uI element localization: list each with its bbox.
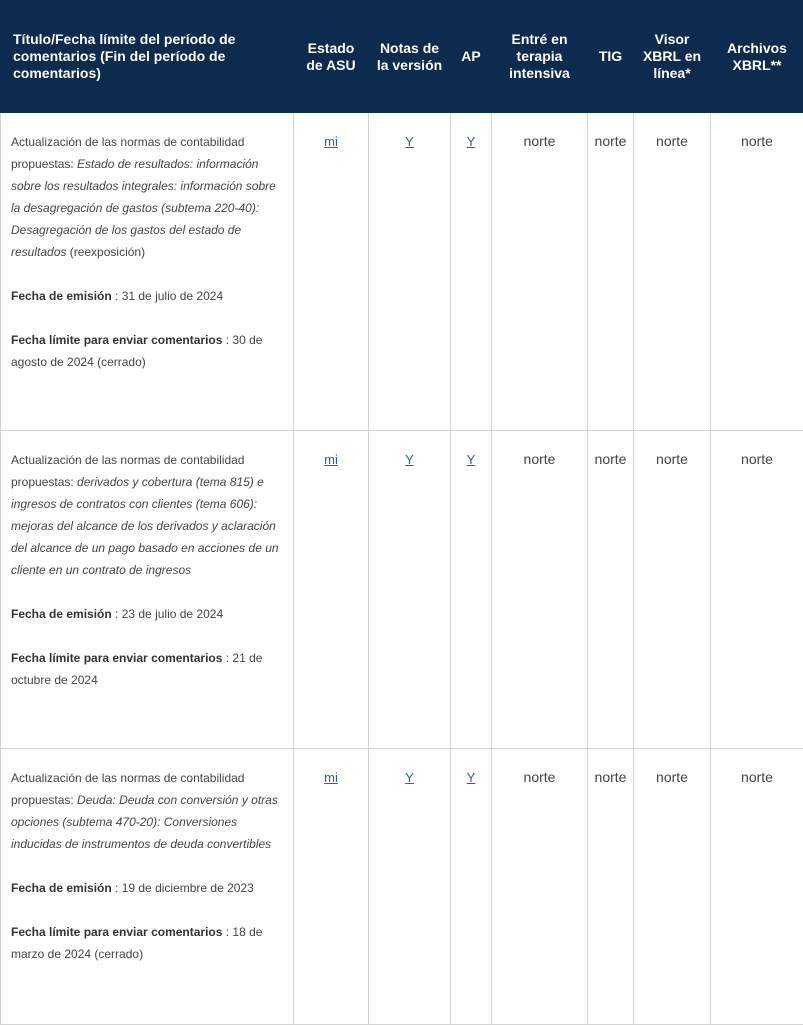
tig-cell: norte xyxy=(588,113,634,431)
header-title-deadline: Título/Fecha límite del período de comentarios (Fin del período de comentarios) xyxy=(1,1,294,113)
asu-status-cell xyxy=(294,431,369,749)
release-notes-cell xyxy=(369,113,451,431)
table-row xyxy=(1,431,803,749)
ap-cell xyxy=(451,431,492,749)
proposal-title: Actualización de las normas de contabilidad propuestas: derivados y cobertura (tema 815) e ingresos de contratos con clientes (tema 606): mejoras del alcance de los derivados y aclaración del alcance de un pago basado en acciones de un cliente en un contrato de ingresos xyxy=(11,449,285,581)
proposal-title: Actualización de las normas de contabilidad propuestas: Estado de resultados: información sobre los resultados integrales: información sobre la desagregación de gastos (subtema 220-40): Desagregación de los gastos del estado de resultados (reexposición) xyxy=(11,131,285,263)
header-release-notes: Notas de la versión xyxy=(369,1,451,113)
release-notes-link[interactable]: Y xyxy=(405,452,414,467)
release-notes-cell xyxy=(369,431,451,749)
issue-date: Fecha de emisión : 19 de diciembre de 2023 xyxy=(11,877,285,899)
header-xbrl-files: Archivos XBRL** xyxy=(711,1,803,113)
tig-cell: norte xyxy=(588,749,634,1025)
header-ap: AP xyxy=(451,1,492,113)
proposal-title-italic: Deuda: Deuda con conversión y otras opciones (subtema 470-20): Conversiones inducidas de instrumentos de deuda convertibles xyxy=(11,793,278,851)
comment-deadline: Fecha límite para enviar comentarios : 30 de agosto de 2024 (cerrado) xyxy=(11,329,285,373)
xbrl-viewer-cell: norte xyxy=(634,431,711,749)
xbrl-files-cell: norte xyxy=(711,113,803,431)
table-row xyxy=(1,113,803,431)
header-tig: TIG xyxy=(588,1,634,113)
header-xbrl-viewer: Visor XBRL en línea* xyxy=(634,1,711,113)
intensive-cell: norte xyxy=(492,749,588,1025)
issue-date: Fecha de emisión : 23 de julio de 2024 xyxy=(11,603,285,625)
intensive-cell: norte xyxy=(492,113,588,431)
xbrl-viewer-cell: norte xyxy=(634,749,711,1025)
table-row xyxy=(1,749,803,1025)
comment-deadline: Fecha límite para enviar comentarios : 18 de marzo de 2024 (cerrado) xyxy=(11,921,285,965)
xbrl-files-cell: norte xyxy=(711,749,803,1025)
proposal-title-italic: derivados y cobertura (tema 815) e ingresos de contratos con clientes (tema 606): mejoras del alcance de los derivados y aclaración del alcance de un pago basado en acciones de un cliente en un contrato de ingresos xyxy=(11,475,279,577)
release-notes-link[interactable]: Y xyxy=(405,770,414,785)
xbrl-files-cell: norte xyxy=(711,431,803,749)
table-header-row xyxy=(1,1,803,113)
description-cell xyxy=(1,113,294,431)
issue-date: Fecha de emisión : 31 de julio de 2024 xyxy=(11,285,285,307)
intensive-cell: norte xyxy=(492,431,588,749)
xbrl-viewer-cell: norte xyxy=(634,113,711,431)
release-notes-cell xyxy=(369,749,451,1025)
release-notes-link[interactable]: Y xyxy=(405,134,414,149)
asu-status-cell xyxy=(294,749,369,1025)
ap-cell xyxy=(451,113,492,431)
description-cell xyxy=(1,749,294,1025)
ap-cell xyxy=(451,749,492,1025)
asu-status-link[interactable]: mi xyxy=(324,452,338,467)
proposal-title: Actualización de las normas de contabilidad propuestas: Deuda: Deuda con conversión y otras opciones (subtema 470-20): Conversiones inducidas de instrumentos de deuda convertibles xyxy=(11,767,285,855)
header-intensive: Entré en terapia intensiva xyxy=(492,1,588,113)
ap-link[interactable]: Y xyxy=(467,134,476,149)
asu-status-link[interactable]: mi xyxy=(324,134,338,149)
proposal-title-italic: Estado de resultados: información sobre los resultados integrales: información sobre la desagregación de gastos (subtema 220-40): Desagregación de los gastos del estado de resultados xyxy=(11,157,276,259)
asu-status-link[interactable]: mi xyxy=(324,770,338,785)
description-cell xyxy=(1,431,294,749)
ap-link[interactable]: Y xyxy=(467,770,476,785)
tig-cell: norte xyxy=(588,431,634,749)
comment-deadline: Fecha límite para enviar comentarios : 21 de octubre de 2024 xyxy=(11,647,285,691)
asu-status-cell xyxy=(294,113,369,431)
ap-link[interactable]: Y xyxy=(467,452,476,467)
header-asu-status: Estado de ASU xyxy=(294,1,369,113)
